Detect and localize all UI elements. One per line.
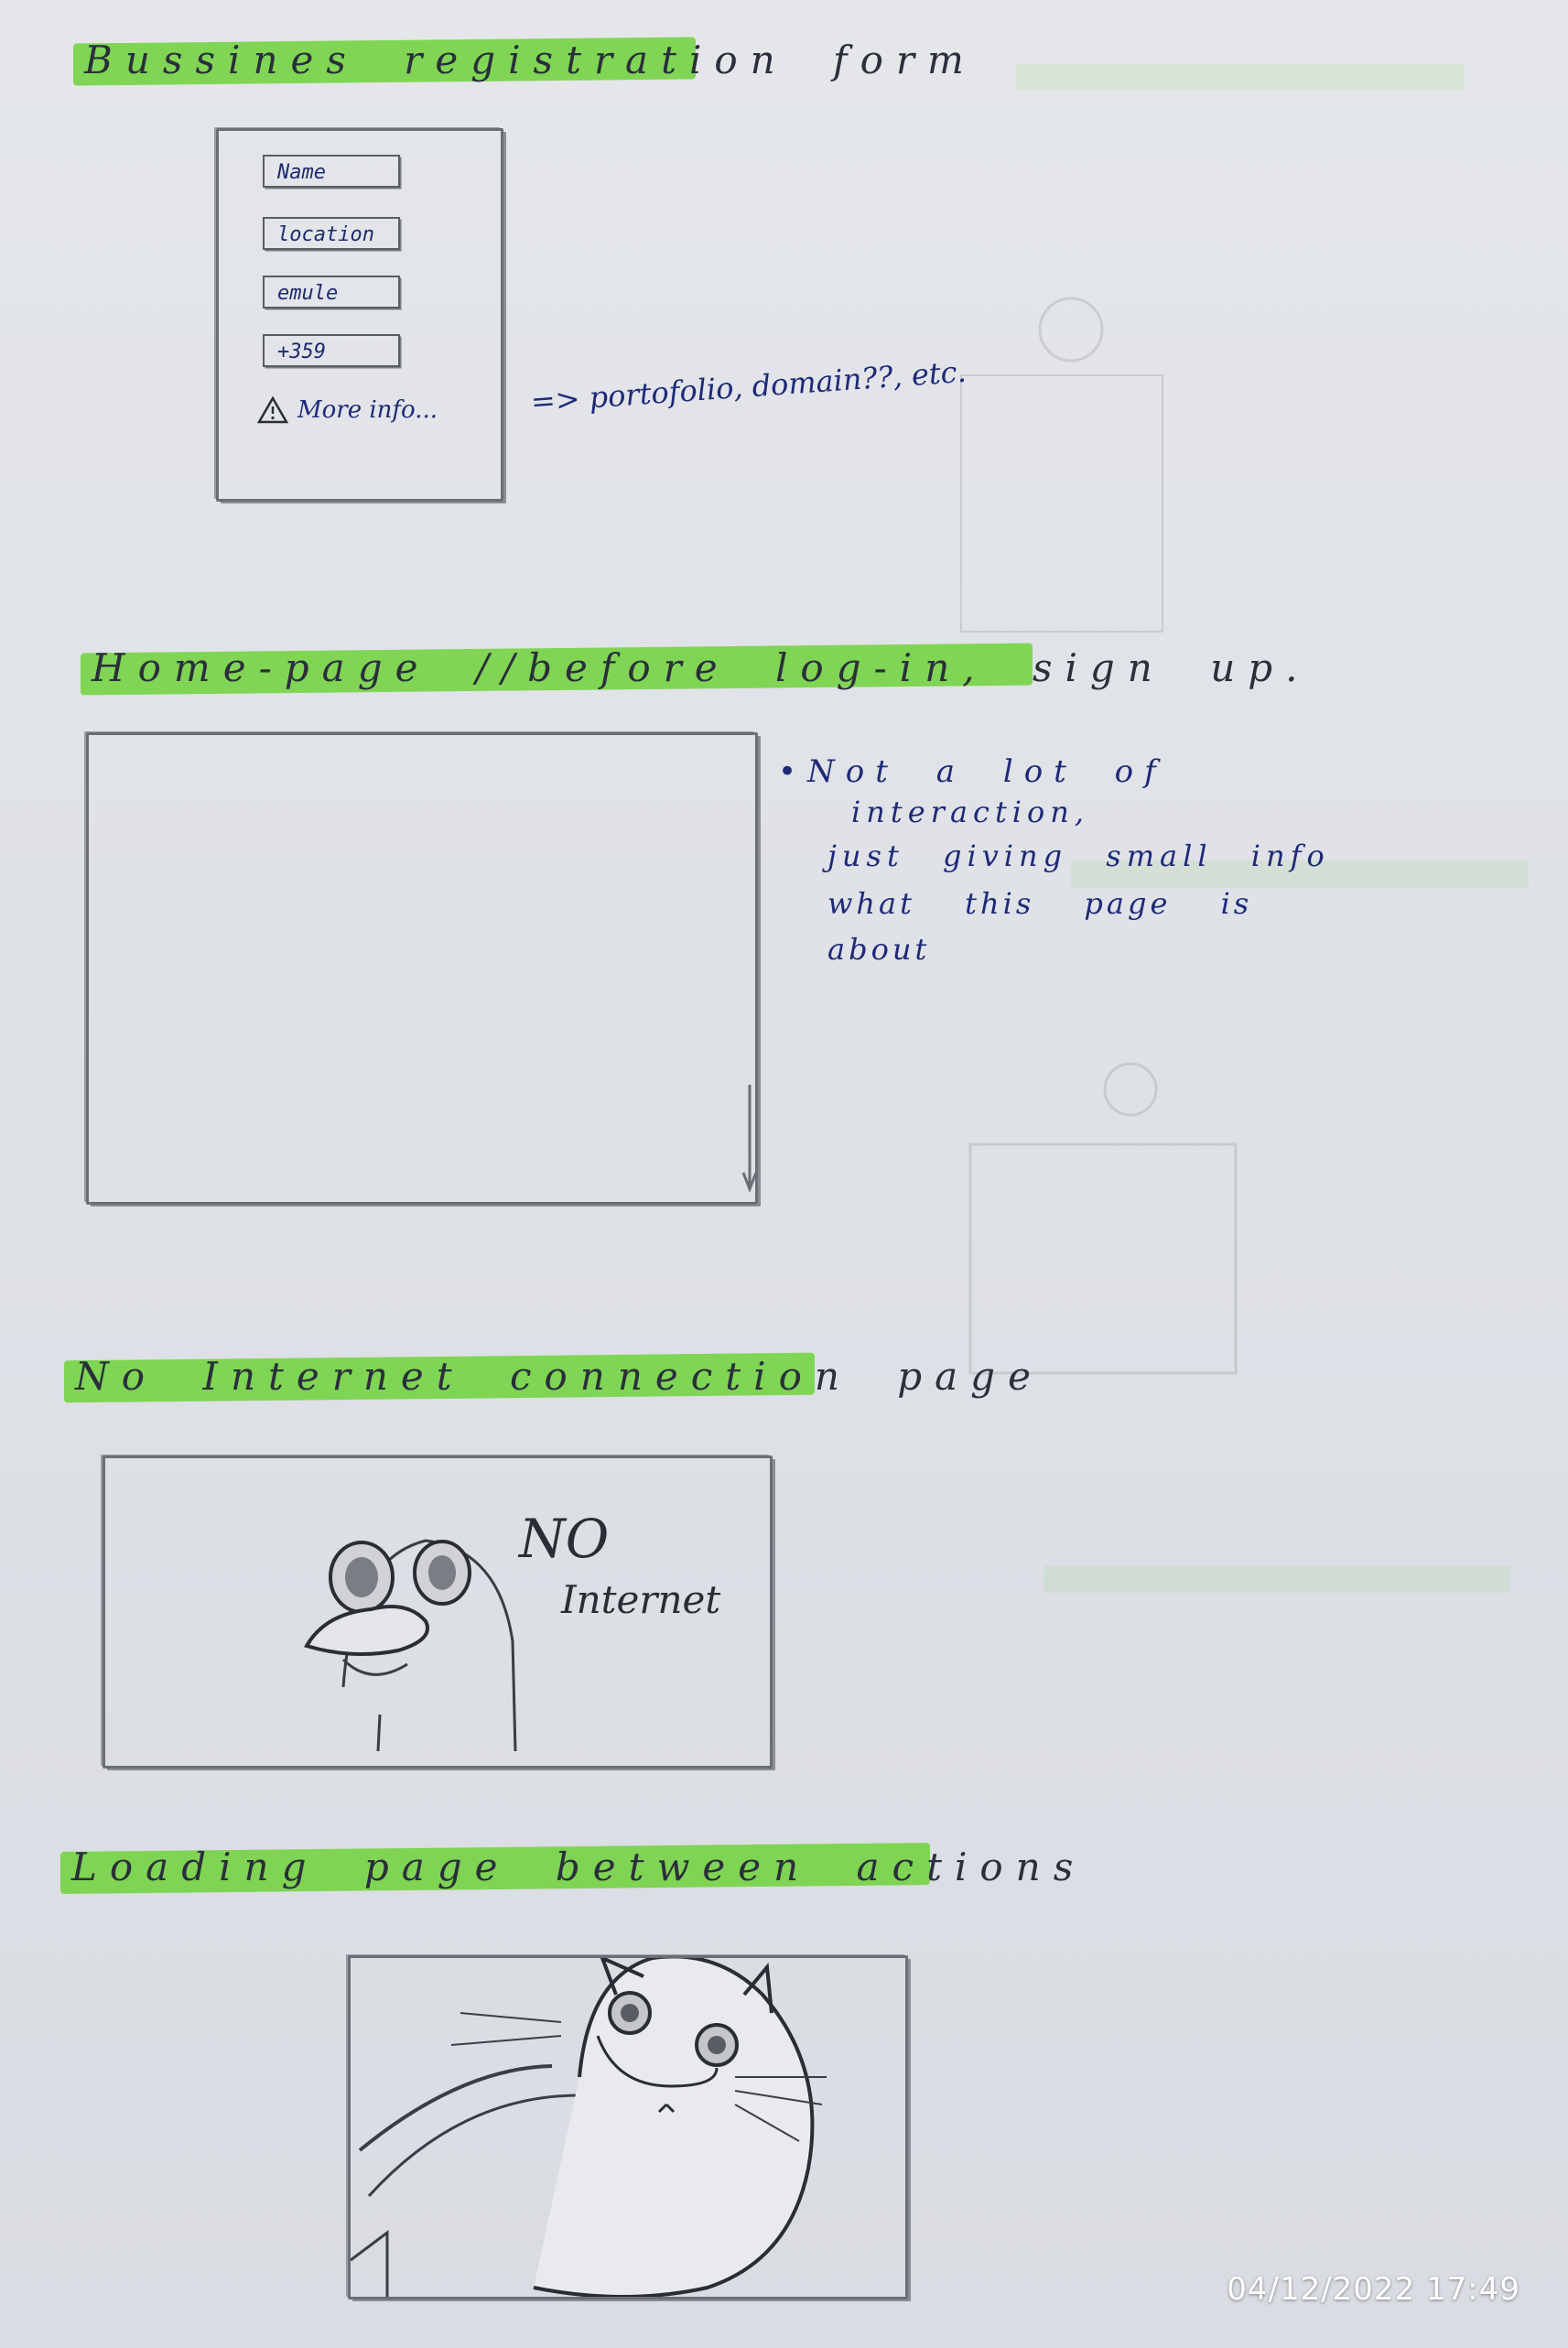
email-field-sketch: emule (263, 276, 400, 308)
home-heading: Home-page //before log-in, sign up. (81, 643, 1311, 694)
home-note-line: •Not a lot of (778, 753, 1167, 790)
no-internet-label-top: NO (519, 1508, 610, 1570)
no-internet-page-sketch (103, 1455, 773, 1769)
no-internet-heading: No Internet connection page (64, 1351, 1044, 1402)
home-note-line: interaction, (851, 795, 1090, 829)
phone-field-sketch: +359 (263, 334, 400, 367)
no-internet-label-bottom: Internet (561, 1577, 721, 1622)
home-page-sketch (86, 732, 758, 1205)
loading-heading: Loading page between actions (60, 1842, 1086, 1893)
more-info-label: More info... (297, 396, 438, 424)
loading-page-sketch (348, 1955, 908, 2299)
photo-timestamp: 04/12/2022 17:49 (1227, 2271, 1520, 2308)
warning-icon (257, 396, 288, 424)
registration-form-sketch (216, 128, 503, 502)
cat-illustration (351, 1958, 905, 2297)
more-info-row (257, 396, 438, 424)
registration-note: => portofolio, domain??, etc. (529, 353, 968, 419)
scroll-arrow-icon (741, 1085, 759, 1195)
location-field-sketch: location (263, 217, 400, 250)
home-note-line: just giving small info (827, 839, 1330, 873)
name-field-sketch: Name (263, 155, 400, 188)
home-note-line: what this page is about (827, 886, 1253, 967)
registration-heading: Bussines registration form (73, 35, 977, 86)
home-note (778, 751, 1364, 972)
